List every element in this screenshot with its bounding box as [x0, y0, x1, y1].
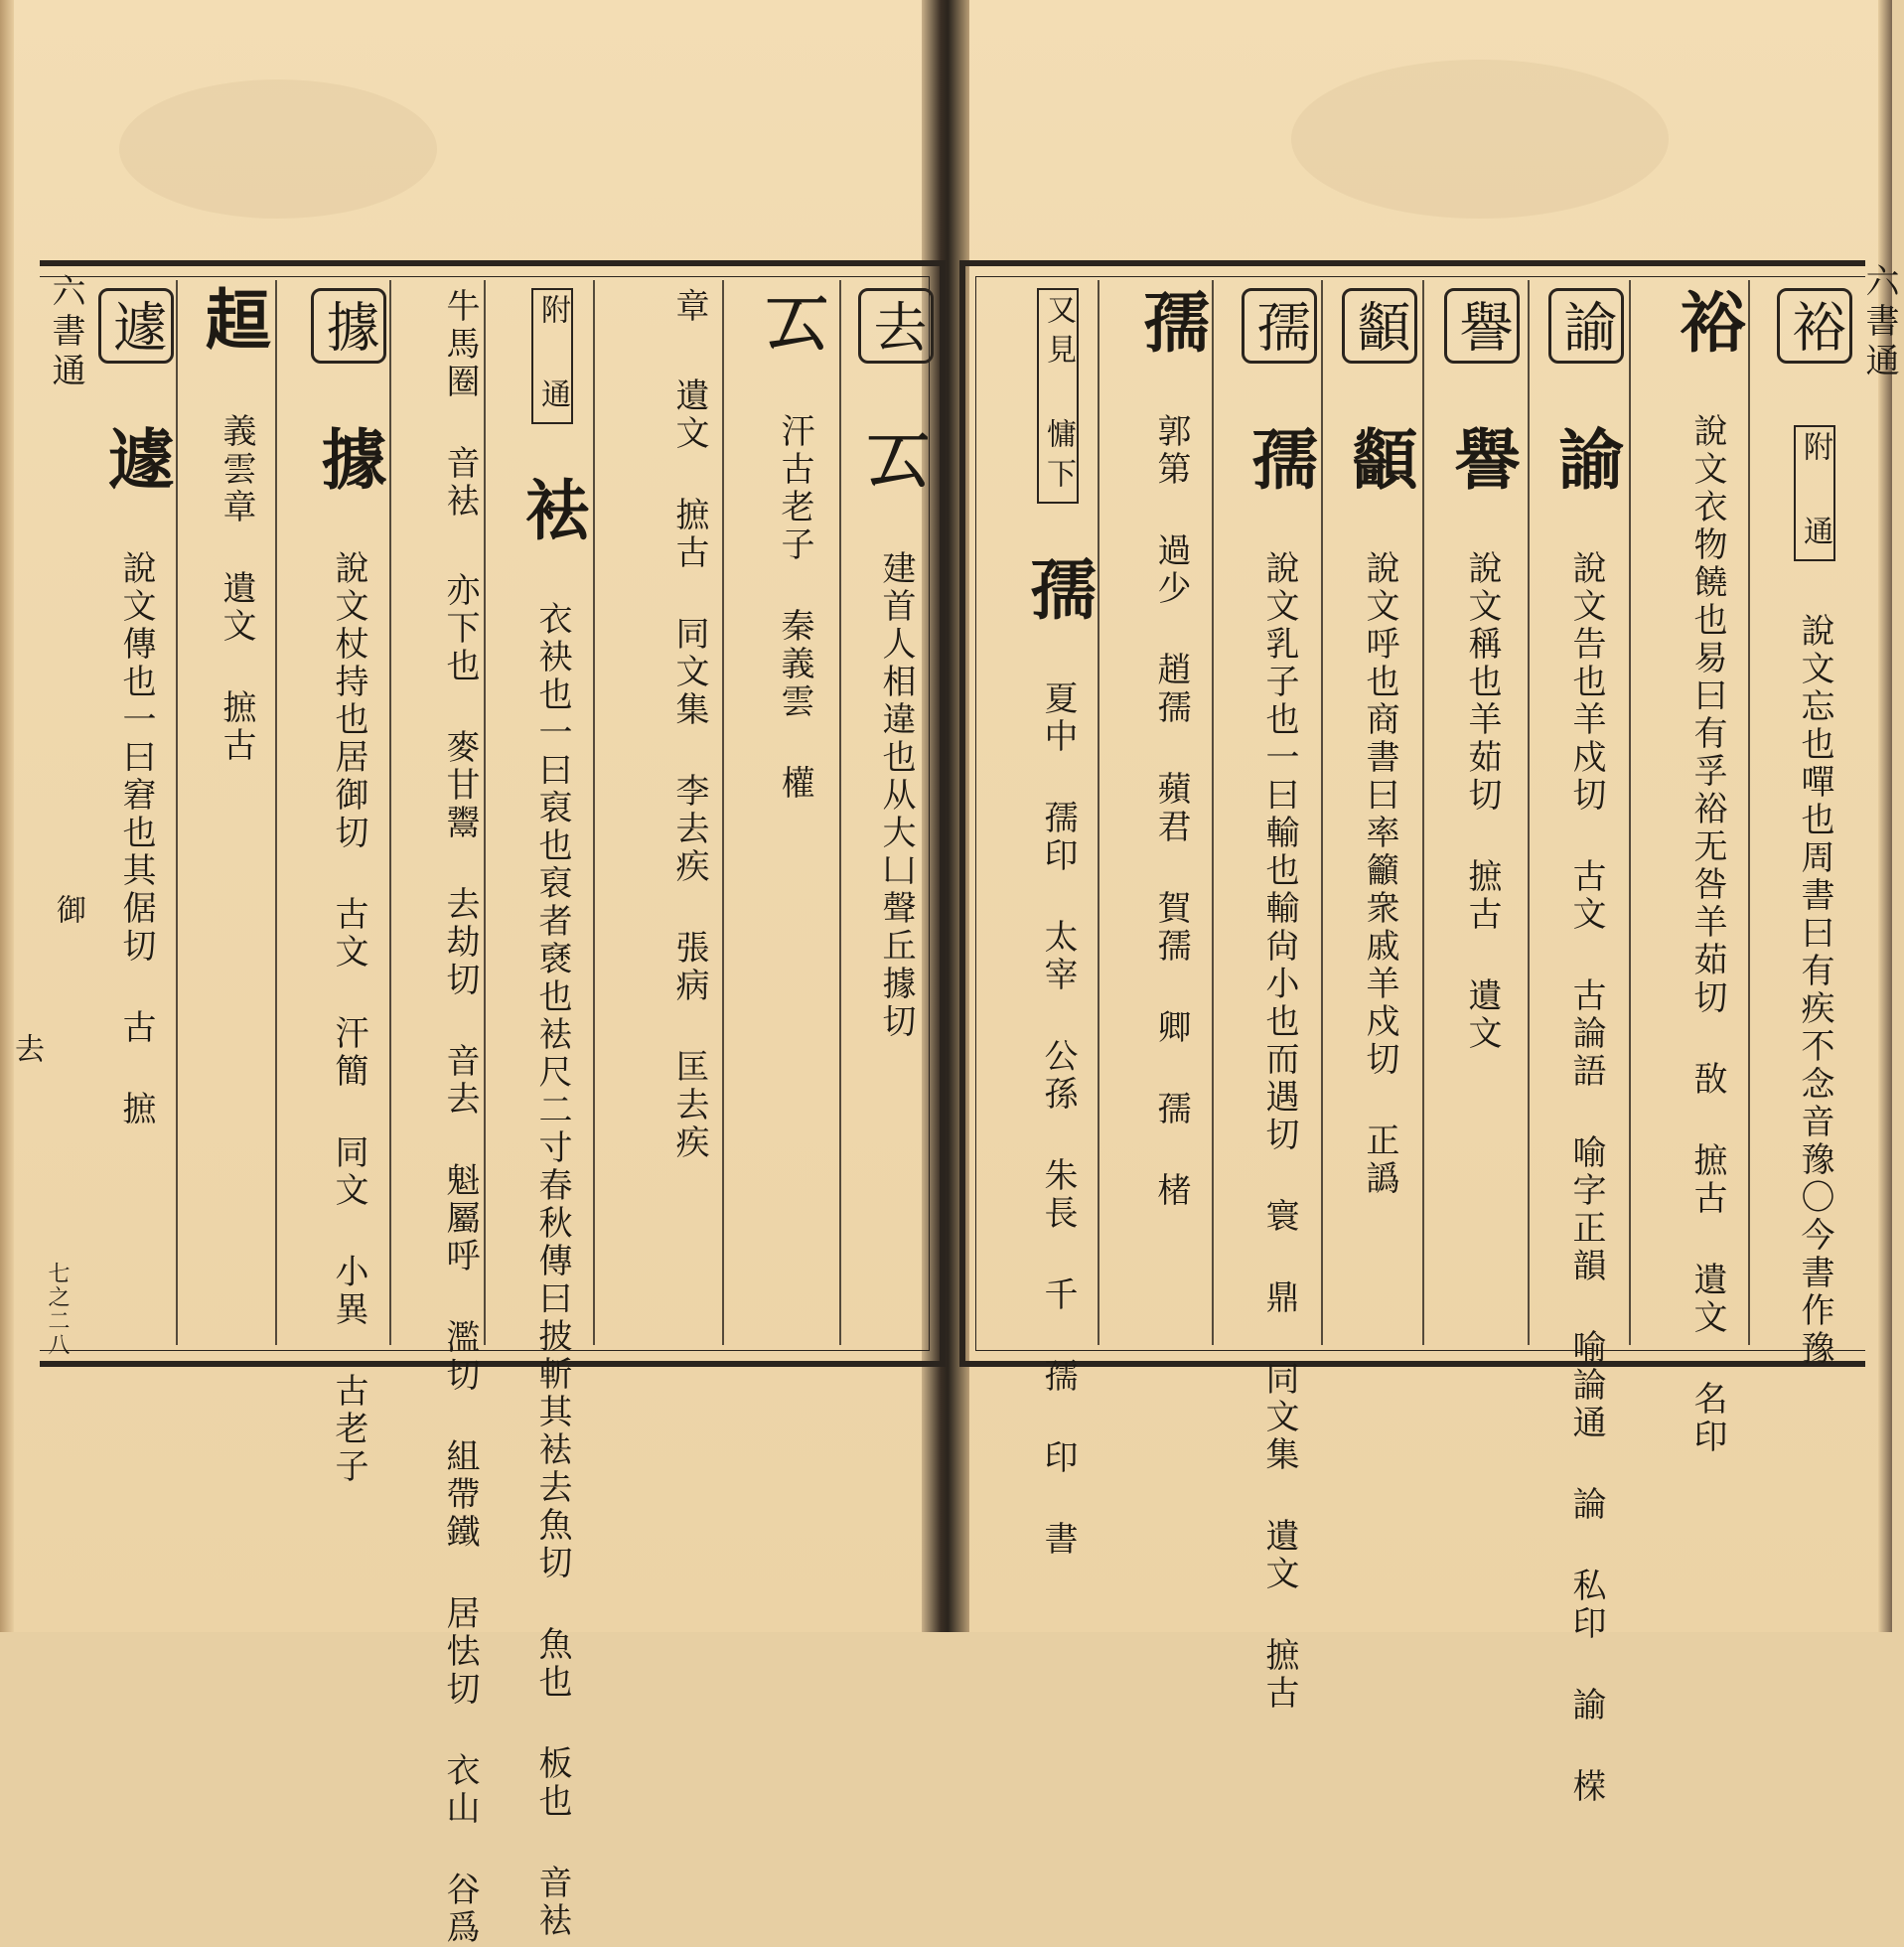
appendix-tag: 附 通 — [1794, 425, 1836, 561]
column-rule — [176, 280, 178, 1345]
seal-script: 𠫔 — [857, 425, 935, 499]
left-book-edge — [0, 0, 14, 1632]
column-rule — [593, 280, 595, 1345]
entry-text: 建首人相違也从大凵聲丘據切 — [876, 550, 916, 1041]
left-column-7 — [184, 288, 273, 1341]
seal-script: 𧻚 — [198, 288, 275, 362]
left-margin-tone: 去 — [9, 1033, 44, 1069]
column-rule — [1629, 280, 1631, 1345]
entry-text: 說文衣物饒也易曰有孚裕无咎羊茹切 敔 摭古 遺文 名印 — [1687, 413, 1727, 1456]
right-column-4 — [1430, 288, 1520, 1341]
left-column-4 — [492, 288, 591, 1940]
seal-script: 𠫔 — [756, 288, 833, 362]
entry-text: 衣袂也一曰裒也裒者褎也袪尺二寸春秋傳曰披斬其袪去魚切 魚也 板也 音袪 — [532, 601, 572, 1940]
left-margin-section: 御 — [51, 894, 85, 930]
entry-text: 說文傳也一曰窘也其倨切 古 摭 — [116, 550, 156, 1128]
seal-script: 袪 — [513, 476, 591, 549]
entry-text: 說文稱也羊茹切 摭古 遺文 — [1462, 550, 1502, 1053]
headword-box: 去 — [858, 288, 934, 364]
left-column-3 — [603, 288, 712, 1341]
column-rule — [722, 280, 724, 1345]
column-rule — [1212, 280, 1214, 1345]
column-rule — [275, 280, 277, 1345]
column-rule — [1748, 280, 1750, 1345]
entry-text: 說文乳子也一曰輸也輸尙小也而遇切 寰 鼎 同文集 遺文 摭古 — [1259, 550, 1299, 1713]
appendix-tag: 附 通 — [531, 288, 574, 424]
entry-text: 亦下也 麥甘鬻 去劫切 音去 魁屬呼 濫切 組帶鐵 居怯切 衣山 谷爲 — [440, 572, 480, 1947]
entry-text: 說文告也羊戍切 古文 古論語 喻字正韻 喻論通 論 私印 諭 㮠 — [1566, 550, 1606, 1806]
right-column-6 — [1220, 288, 1318, 1713]
headword-box: 據 — [311, 288, 386, 364]
right-column-5 — [1328, 288, 1417, 1341]
column-rule — [1422, 280, 1424, 1345]
seal-script: 孺 — [1132, 288, 1210, 362]
right-column-8 — [993, 288, 1097, 1559]
left-column-5 — [395, 288, 483, 1947]
left-column-2 — [732, 288, 831, 1341]
entry-text: 說文呼也商書曰率籲衆戚羊戍切 正譌 — [1360, 550, 1399, 1198]
right-column-3 — [1535, 288, 1625, 1806]
column-rule — [1321, 280, 1323, 1345]
entry-text: 郭第 過少 趙孺 蘋君 賀孺 卿 孺 楮 — [1151, 413, 1191, 1210]
seal-script: 諭 — [1547, 425, 1625, 499]
headword-box: 孺 — [1242, 288, 1317, 364]
right-column-7 — [1104, 288, 1208, 1341]
column-rule — [484, 280, 486, 1345]
paper-stain — [119, 79, 437, 219]
entry-label: 章 — [669, 288, 709, 326]
seal-script: 裕 — [1669, 288, 1746, 362]
entry-text: 夏中 孺印 太宰 公孫 朱長 千 孺 印 書 — [1038, 680, 1078, 1559]
seal-script: 孺 — [1019, 555, 1097, 629]
left-column-1 — [844, 288, 934, 1341]
right-column-1 — [1753, 288, 1852, 1368]
entry-text: 說文杖持也居御切 古文 汗簡 同文 小異 古老子 — [329, 550, 368, 1486]
seal-script: 據 — [310, 425, 387, 499]
cross-ref-tag: 又見 慵下 — [1037, 288, 1080, 504]
column-rule — [1528, 280, 1530, 1345]
headword-box: 諭 — [1548, 288, 1624, 364]
seal-script: 顲 — [1341, 425, 1418, 499]
left-column-6 — [283, 288, 387, 1486]
seal-script: 孺 — [1241, 425, 1318, 499]
right-margin-title: 六書通 — [1859, 263, 1899, 382]
entry-text: 汗古老子 秦義雲 權 — [775, 413, 814, 803]
headword-box: 譽 — [1444, 288, 1520, 364]
paper-stain — [1291, 60, 1669, 219]
entry-text: 遺文 摭古 同文集 李去疾 張病 匡去疾 — [669, 377, 709, 1162]
column-rule — [839, 280, 841, 1345]
column-rule — [389, 280, 391, 1345]
left-folio: 七之二八 — [45, 1262, 70, 1357]
column-rule — [1098, 280, 1099, 1345]
entry-text: 說文忘也嘽也周書曰有疾不念音豫〇今書作豫 — [1795, 613, 1834, 1368]
left-margin-title: 六書通 — [46, 273, 85, 392]
seal-script: 遽 — [97, 425, 175, 499]
left-column-8 — [79, 288, 174, 1341]
right-column-2 — [1637, 288, 1746, 1456]
headword-box: 顲 — [1342, 288, 1417, 364]
entry-text: 義雲章 遺文 摭古 — [217, 413, 256, 765]
entry-label: 牛馬圈 音袪 — [440, 288, 480, 521]
seal-script: 譽 — [1443, 425, 1521, 499]
right-book-edge — [1878, 0, 1892, 1632]
headword-box: 裕 — [1777, 288, 1852, 364]
headword-box: 遽 — [98, 288, 174, 364]
